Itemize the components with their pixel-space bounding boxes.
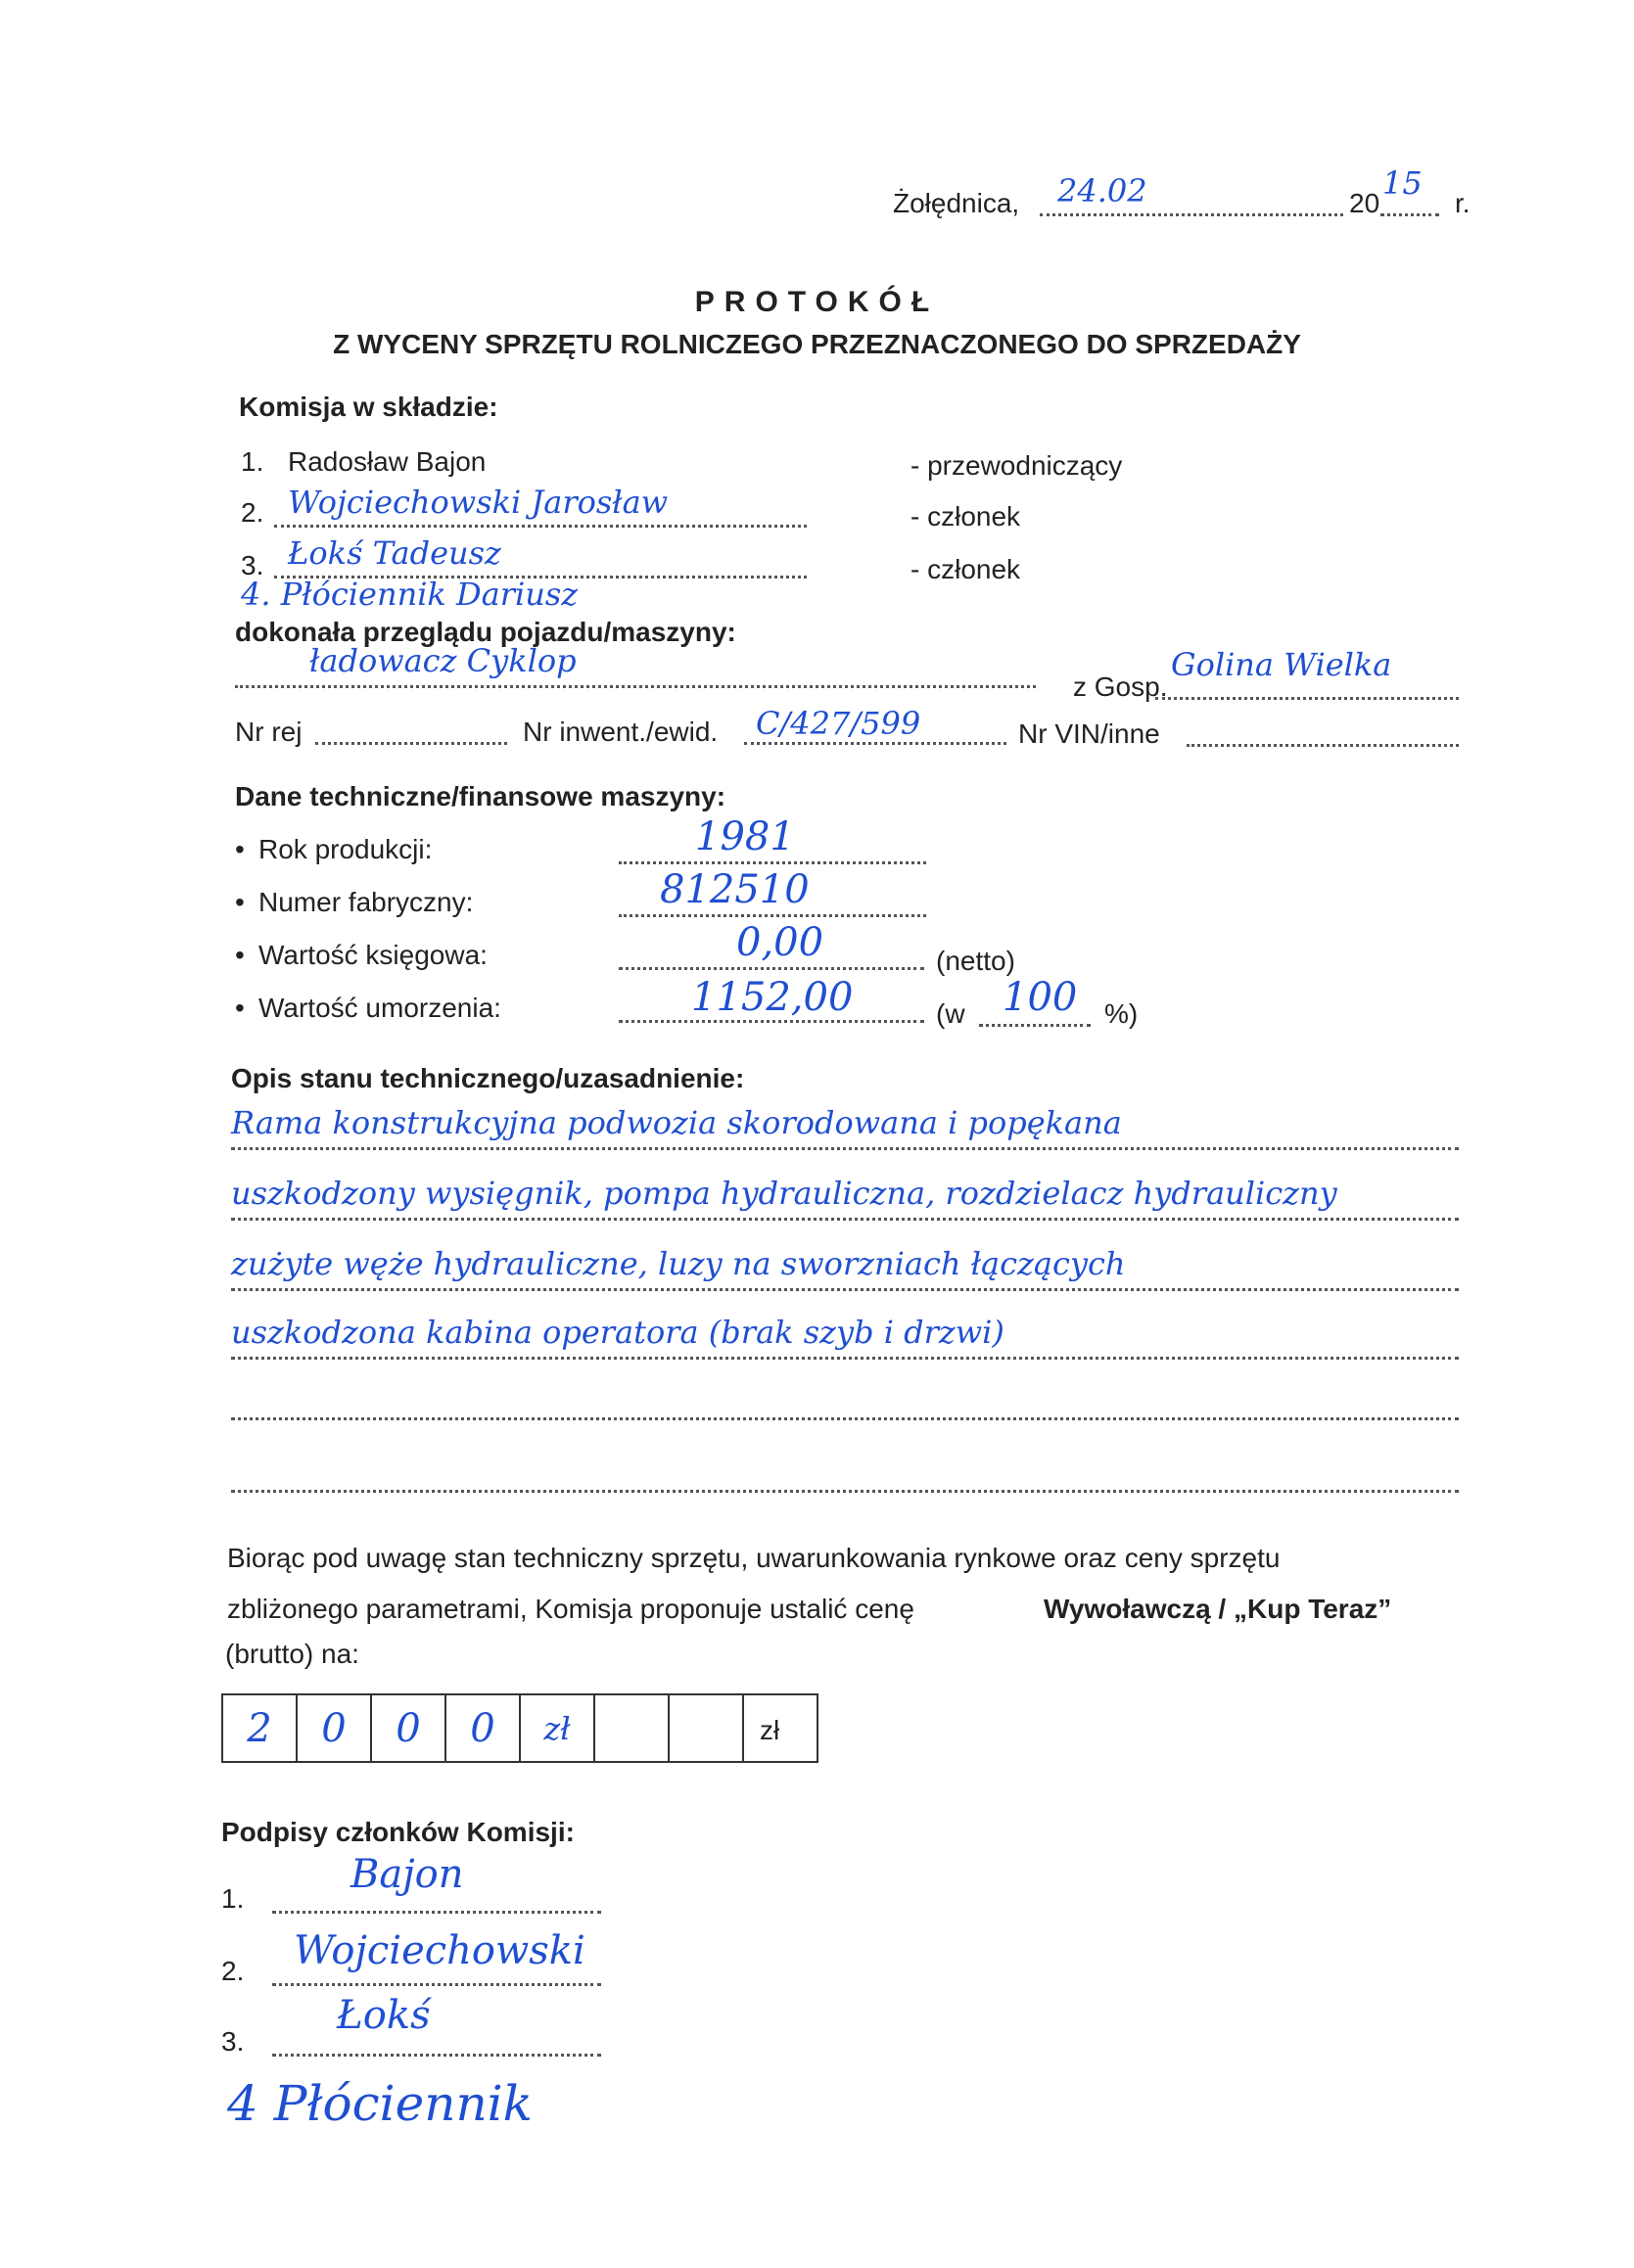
farm-value: Golina Wielka bbox=[1171, 646, 1392, 683]
date-dots bbox=[1040, 213, 1343, 216]
farm-label: z Gosp. bbox=[1073, 671, 1168, 702]
tech-value: 1152,00 bbox=[691, 975, 854, 1020]
price-digit: 0 bbox=[470, 1705, 495, 1751]
extra-member: 4. Płóciennik Dariusz bbox=[241, 576, 579, 613]
bullet: • bbox=[235, 940, 245, 970]
member-name: Łokś Tadeusz bbox=[288, 534, 501, 572]
technical-heading: Dane techniczne/finansowe maszyny: bbox=[235, 781, 726, 811]
year-value: 15 bbox=[1382, 164, 1423, 202]
bullet: • bbox=[235, 993, 245, 1023]
description-text: uszkodzona kabina operatora (brak szyb i drzwi) bbox=[231, 1314, 1004, 1351]
member-role: - członek bbox=[910, 501, 1021, 532]
price-box bbox=[519, 1693, 595, 1763]
description-text: Rama konstrukcyjna podwozia skorodowana i popękana bbox=[231, 1104, 1122, 1141]
price-box bbox=[370, 1693, 446, 1763]
date-value: 24.02 bbox=[1057, 172, 1147, 209]
farm-dots bbox=[1155, 697, 1459, 700]
inv-label: Nr inwent./ewid. bbox=[523, 717, 719, 747]
price-text-1: Biorąc pod uwagę stan techniczny sprzętu, uwarunkowania rynkowe oraz ceny sprzętu bbox=[227, 1543, 1281, 1573]
tech-label: Wartość księgowa: bbox=[258, 940, 488, 970]
tech-value: 1981 bbox=[695, 814, 795, 859]
member-name: Radosław Bajon bbox=[288, 446, 487, 477]
tech-suffix: (netto) bbox=[936, 946, 1015, 976]
price-box bbox=[668, 1693, 744, 1763]
signature-mark: Bajon bbox=[350, 1852, 464, 1897]
signature-extra: 4 Płóciennik bbox=[227, 2075, 533, 2132]
commission-heading: Komisja w składzie: bbox=[239, 392, 498, 422]
signatures-heading: Podpisy członków Komisji: bbox=[221, 1817, 575, 1847]
tech-value: 812510 bbox=[660, 867, 810, 912]
place-label: Żołędnica, bbox=[893, 188, 1020, 218]
signature-dots bbox=[272, 1911, 601, 1914]
price-digit: 0 bbox=[396, 1705, 421, 1751]
vin-dots bbox=[1187, 744, 1459, 747]
percent-suffix: %) bbox=[1104, 998, 1139, 1029]
description-text: uszkodzony wysięgnik, pompa hydrauliczna, rozdzielacz hydrauliczny bbox=[231, 1175, 1337, 1212]
tech-suffix: (w bbox=[936, 998, 965, 1029]
description-heading: Opis stanu technicznego/uzasadnienie: bbox=[231, 1063, 745, 1093]
tech-label: Rok produkcji: bbox=[258, 834, 433, 864]
price-box bbox=[444, 1693, 521, 1763]
member-number: 1. bbox=[241, 446, 264, 477]
price-text-2b: Wywoławczą / „Kup Teraz” bbox=[1044, 1594, 1392, 1624]
member-dots bbox=[274, 525, 807, 528]
description-text: zużyte węże hydrauliczne, luzy na sworzniach łączących bbox=[231, 1245, 1126, 1282]
tech-label: Numer fabryczny: bbox=[258, 887, 474, 917]
price-digit: 2 bbox=[247, 1705, 272, 1751]
price-unit: zł bbox=[760, 1715, 780, 1745]
price-boxes bbox=[223, 1693, 818, 1763]
price-digit: 0 bbox=[321, 1705, 347, 1751]
member-role: - członek bbox=[910, 554, 1021, 584]
description-line bbox=[231, 1357, 1459, 1360]
signature-number: 1. bbox=[221, 1883, 245, 1914]
reg-label: Nr rej bbox=[235, 717, 303, 747]
member-role: - przewodniczący bbox=[910, 450, 1123, 481]
description-line bbox=[231, 1218, 1459, 1221]
machine-dots bbox=[235, 685, 1036, 688]
year-dots bbox=[1380, 213, 1439, 216]
price-box bbox=[296, 1693, 372, 1763]
signature-dots bbox=[272, 2054, 601, 2057]
signature-dots bbox=[272, 1983, 601, 1986]
price-text-3: (brutto) na: bbox=[225, 1639, 359, 1669]
vin-label: Nr VIN/inne bbox=[1018, 718, 1160, 749]
signature-number: 2. bbox=[221, 1956, 245, 1986]
percent-value: 100 bbox=[1003, 975, 1078, 1020]
description-line bbox=[231, 1417, 1459, 1420]
signature-number: 3. bbox=[221, 2026, 245, 2057]
year-unit: r. bbox=[1455, 188, 1471, 218]
member-number: 3. bbox=[241, 550, 264, 580]
year-prefix: 20 bbox=[1349, 188, 1380, 218]
tech-dots bbox=[619, 967, 924, 970]
signature-mark: Wojciechowski bbox=[294, 1928, 585, 1973]
percent-dots bbox=[979, 1024, 1091, 1027]
reg-dots bbox=[315, 742, 507, 745]
member-number: 2. bbox=[241, 497, 264, 528]
inspection-heading: dokonała przeglądu pojazdu/maszyny: bbox=[235, 617, 736, 647]
price-digit: zł bbox=[543, 1709, 571, 1747]
tech-value: 0,00 bbox=[736, 920, 824, 965]
tech-dots bbox=[619, 861, 926, 864]
tech-dots bbox=[619, 914, 926, 917]
document-title: PROTOKÓŁ bbox=[694, 286, 940, 318]
price-box bbox=[221, 1693, 298, 1763]
price-box bbox=[742, 1693, 818, 1763]
signature-mark: Łokś bbox=[337, 1993, 431, 2038]
bullet: • bbox=[235, 834, 245, 864]
inv-dots bbox=[744, 742, 1006, 745]
bullet: • bbox=[235, 887, 245, 917]
inv-value: C/427/599 bbox=[756, 705, 921, 742]
description-line bbox=[231, 1288, 1459, 1291]
machine-name: ładowacz Cyklop bbox=[309, 642, 577, 679]
price-text-2a: zbliżonego parametrami, Komisja proponuje ustalić cenę bbox=[227, 1594, 914, 1624]
member-name: Wojciechowski Jarosław bbox=[288, 484, 669, 521]
tech-label: Wartość umorzenia: bbox=[258, 993, 501, 1023]
description-line bbox=[231, 1147, 1459, 1150]
description-line bbox=[231, 1490, 1459, 1493]
tech-dots bbox=[619, 1020, 924, 1023]
document-subtitle: Z WYCENY SPRZĘTU ROLNICZEGO PRZEZNACZONEGO DO SPRZEDAŻY bbox=[333, 329, 1301, 359]
price-box bbox=[593, 1693, 670, 1763]
